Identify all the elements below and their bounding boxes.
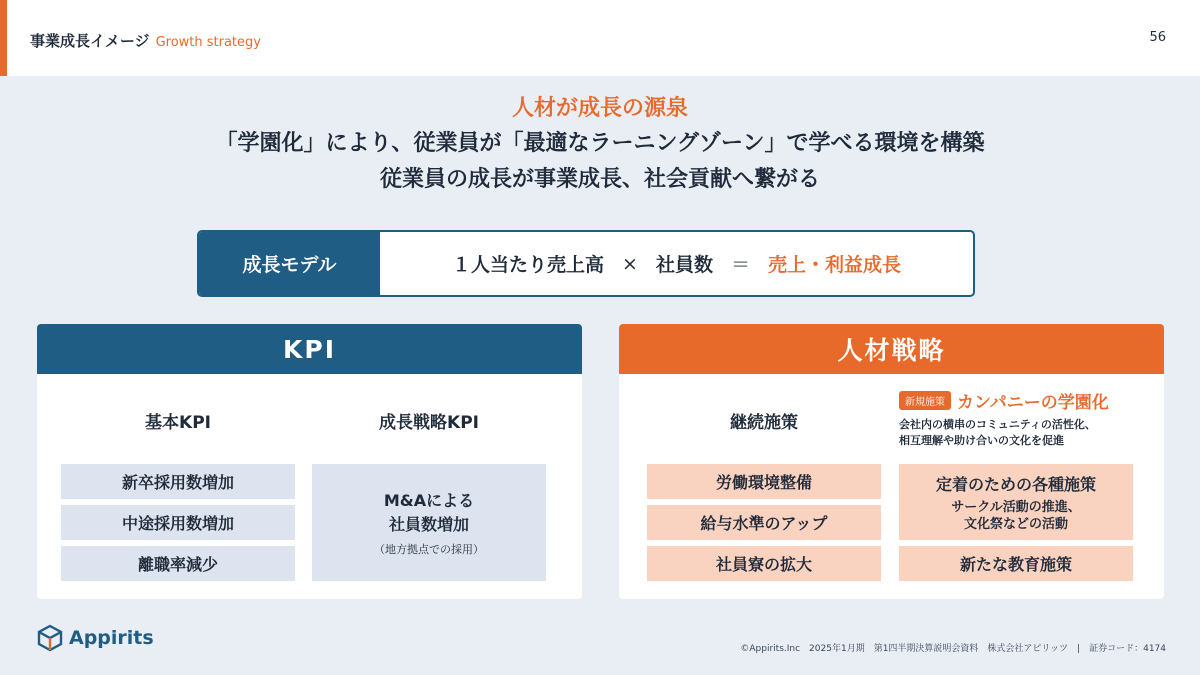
growth-kpi-title: 成長戦略KPI xyxy=(379,413,479,433)
new-measure-description: 会社内の横串のコミュニティの活性化、 相互理解や助け合いの文化を促進 xyxy=(899,418,1096,447)
headline-line-3: 従業員の成長が事業成長、社会貢献へ繋がる xyxy=(379,167,820,192)
retention-measures-box xyxy=(899,464,1133,540)
cube-logo-icon xyxy=(37,624,63,652)
basic-kpi-item-3: 離職率減少 xyxy=(61,546,295,581)
continuing-item-3: 社員寮の拡大 xyxy=(647,546,881,581)
growth-kpi-main: M&Aによる 社員数増加 xyxy=(383,490,475,534)
formula-term-employees: 社員数 xyxy=(655,254,713,276)
footer-text: ©Appirits.Inc 2025年1月期 第1四半期決算説明会資料 株式会社アピリッツ | 証券コード：4174 xyxy=(740,644,1166,654)
growth-kpi-box xyxy=(312,464,546,581)
basic-kpi-item-1: 新卒採用数増加 xyxy=(61,464,295,499)
continuing-measures-title: 継続施策 xyxy=(730,413,798,433)
equals-sign: ＝ xyxy=(730,254,750,276)
new-education-box: 新たな教育施策 xyxy=(899,546,1133,581)
growth-model-label: 成長モデル xyxy=(199,232,380,295)
formula-term-sales-per-person: １人当たり売上高 xyxy=(452,254,605,276)
slide-title xyxy=(30,30,261,51)
growth-model-formula xyxy=(380,232,973,295)
slide-header xyxy=(0,0,1200,76)
company-logo xyxy=(37,624,154,652)
new-measure-header xyxy=(899,388,1149,449)
retention-measures-desc: サークル活動の推進、 文化祭などの活動 xyxy=(951,499,1081,532)
slide-subtitle: Growth strategy xyxy=(155,35,261,50)
retention-measures-title: 定着のための各種施策 xyxy=(935,474,1096,494)
new-measure-title: カンパニーの学園化 xyxy=(957,393,1109,413)
hr-panel-title: 人材戦略 xyxy=(619,324,1164,374)
basic-kpi-title: 基本KPI xyxy=(145,413,211,433)
page-number: 56 xyxy=(1149,30,1166,45)
growth-kpi-note: （地方拠点での採用） xyxy=(374,542,484,556)
hr-strategy-panel xyxy=(619,324,1164,599)
slide-title-text: 事業成長イメージ xyxy=(30,32,150,50)
headline-line-1: 人材が成長の源泉 xyxy=(511,96,688,121)
growth-model-box xyxy=(197,230,975,297)
continuing-item-1: 労働環境整備 xyxy=(647,464,881,499)
multiply-sign: × xyxy=(622,252,638,275)
logo-text: Appirits xyxy=(69,627,154,649)
basic-kpi-item-2: 中途採用数増加 xyxy=(61,505,295,540)
kpi-panel xyxy=(37,324,582,599)
header-accent-bar xyxy=(0,0,7,76)
headline-line-2: 「学園化」により、従業員が「最適なラーニングゾーン」で学べる環境を構築 xyxy=(215,131,985,156)
kpi-panel-title: KPI xyxy=(37,324,582,374)
formula-result: 売上・利益成長 xyxy=(767,254,901,276)
continuing-item-2: 給与水準のアップ xyxy=(647,505,881,540)
headline xyxy=(0,92,1200,198)
new-measure-badge: 新規施策 xyxy=(899,391,951,410)
